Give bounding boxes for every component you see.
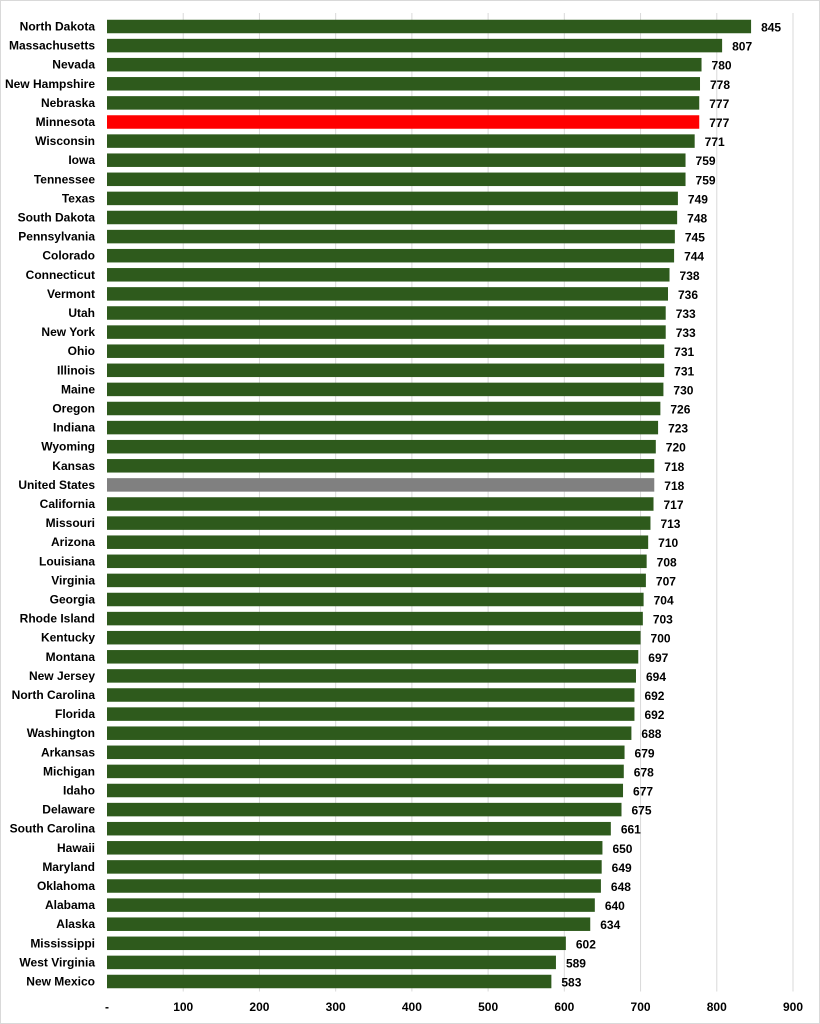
data-label-31: 703 bbox=[652, 612, 673, 627]
data-label-30: 704 bbox=[653, 593, 674, 608]
data-label-21: 723 bbox=[668, 421, 689, 436]
x-tick-label-7: 700 bbox=[630, 1000, 651, 1014]
data-label-20: 726 bbox=[670, 402, 691, 417]
category-label-2: Nevada bbox=[52, 57, 95, 72]
bar-20 bbox=[107, 402, 660, 416]
category-label-40: Idaho bbox=[63, 783, 95, 798]
category-label-45: Oklahoma bbox=[36, 879, 95, 893]
category-label-43: Hawaii bbox=[56, 840, 95, 855]
bar-44 bbox=[107, 860, 602, 874]
bar-32 bbox=[107, 631, 641, 645]
bar-49 bbox=[107, 956, 556, 970]
bar-36 bbox=[107, 707, 634, 721]
data-label-10: 748 bbox=[687, 211, 708, 226]
x-tick-label-6: 600 bbox=[554, 1000, 575, 1014]
bar-35 bbox=[107, 688, 634, 702]
category-label-6: Wisconsin bbox=[35, 134, 95, 149]
bar-16 bbox=[107, 325, 666, 339]
data-label-28: 708 bbox=[656, 555, 677, 570]
category-label-49: West Virginia bbox=[19, 955, 95, 970]
x-tick-label-5: 500 bbox=[478, 1000, 499, 1014]
bar-24 bbox=[107, 478, 654, 492]
data-label-49: 589 bbox=[565, 956, 586, 971]
category-label-20: Oregon bbox=[52, 401, 95, 416]
bar-43 bbox=[107, 841, 602, 855]
data-label-2: 780 bbox=[711, 58, 732, 73]
data-label-23: 718 bbox=[664, 459, 685, 474]
data-label-3: 778 bbox=[710, 77, 731, 92]
category-label-14: Vermont bbox=[46, 286, 95, 301]
category-label-4: Nebraska bbox=[40, 95, 95, 110]
category-label-11: Pennsylvania bbox=[18, 229, 95, 244]
bar-9 bbox=[107, 192, 678, 206]
data-label-22: 720 bbox=[665, 440, 686, 455]
category-label-33: Montana bbox=[45, 649, 95, 664]
data-label-17: 731 bbox=[674, 345, 695, 360]
bar-chart bbox=[1, 1, 819, 1023]
data-label-25: 717 bbox=[663, 498, 684, 512]
bar-1 bbox=[107, 39, 722, 53]
x-tick-label-9: 900 bbox=[782, 1000, 804, 1014]
category-label-38: Arkansas bbox=[40, 745, 95, 760]
data-label-48: 602 bbox=[575, 937, 596, 952]
bar-45 bbox=[107, 879, 601, 893]
bar-12 bbox=[107, 249, 674, 263]
category-label-24: United States bbox=[18, 477, 95, 492]
bar-28 bbox=[107, 555, 647, 569]
data-label-42: 661 bbox=[620, 822, 641, 837]
category-label-34: New Jersey bbox=[28, 668, 95, 683]
data-label-15: 733 bbox=[675, 307, 696, 321]
data-label-41: 675 bbox=[631, 803, 652, 818]
data-label-37: 688 bbox=[641, 727, 662, 742]
bar-0 bbox=[107, 20, 751, 34]
data-label-0: 845 bbox=[761, 20, 782, 35]
bar-11 bbox=[107, 230, 675, 244]
data-label-50: 583 bbox=[561, 975, 582, 990]
category-label-9: Texas bbox=[61, 191, 95, 206]
data-label-19: 730 bbox=[673, 383, 694, 398]
bar-7 bbox=[107, 153, 686, 167]
category-label-19: Maine bbox=[60, 382, 95, 397]
bar-47 bbox=[107, 917, 590, 931]
x-tick-label-8: 800 bbox=[706, 1000, 727, 1014]
data-label-47: 634 bbox=[600, 918, 621, 933]
category-label-3: New Hampshire bbox=[4, 76, 95, 91]
category-label-25: California bbox=[39, 497, 95, 511]
bar-29 bbox=[107, 574, 646, 588]
bar-15 bbox=[107, 306, 666, 320]
bar-50 bbox=[107, 975, 551, 989]
bar-8 bbox=[107, 173, 686, 187]
category-label-41: Delaware bbox=[42, 802, 95, 817]
bar-17 bbox=[107, 344, 664, 358]
bar-22 bbox=[107, 440, 656, 454]
bar-41 bbox=[107, 803, 622, 817]
category-label-32: Kentucky bbox=[40, 630, 95, 645]
bar-39 bbox=[107, 765, 624, 779]
x-tick-label-3: 300 bbox=[325, 1000, 346, 1014]
bar-23 bbox=[107, 459, 654, 473]
category-label-13: Connecticut bbox=[25, 267, 95, 282]
data-label-9: 749 bbox=[687, 192, 708, 207]
category-label-18: Illinois bbox=[56, 363, 95, 378]
bar-34 bbox=[107, 669, 636, 683]
data-label-8: 759 bbox=[695, 173, 716, 188]
bar-27 bbox=[107, 535, 648, 549]
data-label-12: 744 bbox=[684, 249, 705, 264]
data-label-34: 694 bbox=[645, 669, 667, 684]
bar-42 bbox=[107, 822, 611, 836]
data-label-43: 650 bbox=[612, 841, 633, 856]
category-label-23: Kansas bbox=[52, 458, 95, 473]
category-label-27: Arizona bbox=[50, 535, 95, 550]
data-label-6: 771 bbox=[704, 135, 725, 150]
category-label-36: Florida bbox=[54, 707, 95, 722]
data-label-1: 807 bbox=[732, 39, 753, 54]
data-label-32: 700 bbox=[650, 631, 671, 646]
category-label-39: Michigan bbox=[42, 764, 95, 779]
data-label-24: 718 bbox=[664, 478, 685, 493]
bar-37 bbox=[107, 726, 631, 740]
category-label-15: Utah bbox=[68, 306, 95, 320]
category-label-5: Minnesota bbox=[35, 115, 95, 129]
bar-14 bbox=[107, 287, 668, 301]
category-label-35: North Carolina bbox=[11, 688, 95, 702]
bar-5 bbox=[107, 115, 699, 129]
category-label-47: Alaska bbox=[56, 917, 95, 932]
category-labels bbox=[5, 20, 95, 989]
data-label-36: 692 bbox=[644, 708, 665, 723]
data-label-35: 692 bbox=[644, 689, 665, 703]
data-label-4: 777 bbox=[709, 96, 730, 111]
category-label-10: South Dakota bbox=[17, 210, 95, 225]
bar-30 bbox=[107, 593, 644, 607]
category-label-8: Tennessee bbox=[33, 172, 95, 187]
data-label-38: 679 bbox=[634, 746, 655, 761]
bar-48 bbox=[107, 937, 566, 951]
category-label-1: Massachusetts bbox=[8, 38, 95, 53]
bar-21 bbox=[107, 421, 658, 435]
category-label-42: South Carolina bbox=[9, 821, 95, 836]
bar-10 bbox=[107, 211, 677, 225]
data-label-40: 677 bbox=[633, 784, 654, 799]
bar-46 bbox=[107, 898, 595, 912]
x-tick-label-4: 400 bbox=[401, 1000, 422, 1014]
data-label-18: 731 bbox=[674, 364, 695, 379]
data-label-14: 736 bbox=[677, 287, 699, 302]
data-label-33: 697 bbox=[648, 650, 669, 665]
x-tick-label-0: - bbox=[105, 1000, 109, 1014]
bar-6 bbox=[107, 134, 695, 148]
category-label-26: Missouri bbox=[45, 516, 95, 531]
bar-40 bbox=[107, 784, 623, 798]
bar-38 bbox=[107, 746, 625, 760]
bar-4 bbox=[107, 96, 699, 110]
category-label-46: Alabama bbox=[44, 898, 95, 913]
category-label-12: Colorado bbox=[42, 248, 95, 263]
bar-33 bbox=[107, 650, 638, 664]
data-label-26: 713 bbox=[660, 517, 681, 532]
category-label-22: Wyoming bbox=[41, 439, 95, 454]
category-label-0: North Dakota bbox=[19, 19, 95, 34]
bar-19 bbox=[107, 383, 663, 397]
category-label-31: Rhode Island bbox=[19, 611, 95, 626]
category-label-28: Louisiana bbox=[38, 554, 95, 569]
category-label-37: Washington bbox=[26, 726, 95, 741]
bar-26 bbox=[107, 516, 650, 530]
bar-13 bbox=[107, 268, 670, 282]
bars bbox=[107, 20, 751, 989]
data-label-44: 649 bbox=[611, 860, 632, 875]
data-label-46: 640 bbox=[604, 899, 625, 914]
bar-2 bbox=[107, 58, 702, 71]
bar-25 bbox=[107, 497, 654, 511]
bar-18 bbox=[107, 364, 664, 378]
category-label-48: Mississippi bbox=[30, 936, 95, 951]
category-label-16: New York bbox=[41, 325, 95, 340]
data-label-16: 733 bbox=[675, 326, 696, 341]
category-label-17: Ohio bbox=[67, 344, 95, 359]
data-label-45: 648 bbox=[610, 880, 631, 894]
x-tick-label-2: 200 bbox=[249, 1000, 270, 1014]
category-label-29: Virginia bbox=[51, 573, 95, 588]
bar-3 bbox=[107, 77, 700, 91]
category-label-7: Iowa bbox=[68, 153, 95, 168]
data-label-39: 678 bbox=[633, 765, 654, 780]
category-label-50: New Mexico bbox=[26, 974, 95, 989]
category-label-21: Indiana bbox=[52, 420, 95, 435]
data-label-7: 759 bbox=[695, 154, 716, 169]
data-label-29: 707 bbox=[655, 574, 676, 589]
category-label-30: Georgia bbox=[49, 592, 95, 607]
data-label-5: 777 bbox=[709, 116, 730, 130]
x-tick-label-1: 100 bbox=[173, 1000, 194, 1014]
x-axis-tick-labels bbox=[105, 1000, 803, 1014]
data-label-11: 745 bbox=[684, 230, 705, 245]
data-label-27: 710 bbox=[658, 536, 679, 551]
data-label-13: 738 bbox=[679, 268, 700, 283]
category-label-44: Maryland bbox=[42, 859, 95, 874]
bar-31 bbox=[107, 612, 643, 626]
